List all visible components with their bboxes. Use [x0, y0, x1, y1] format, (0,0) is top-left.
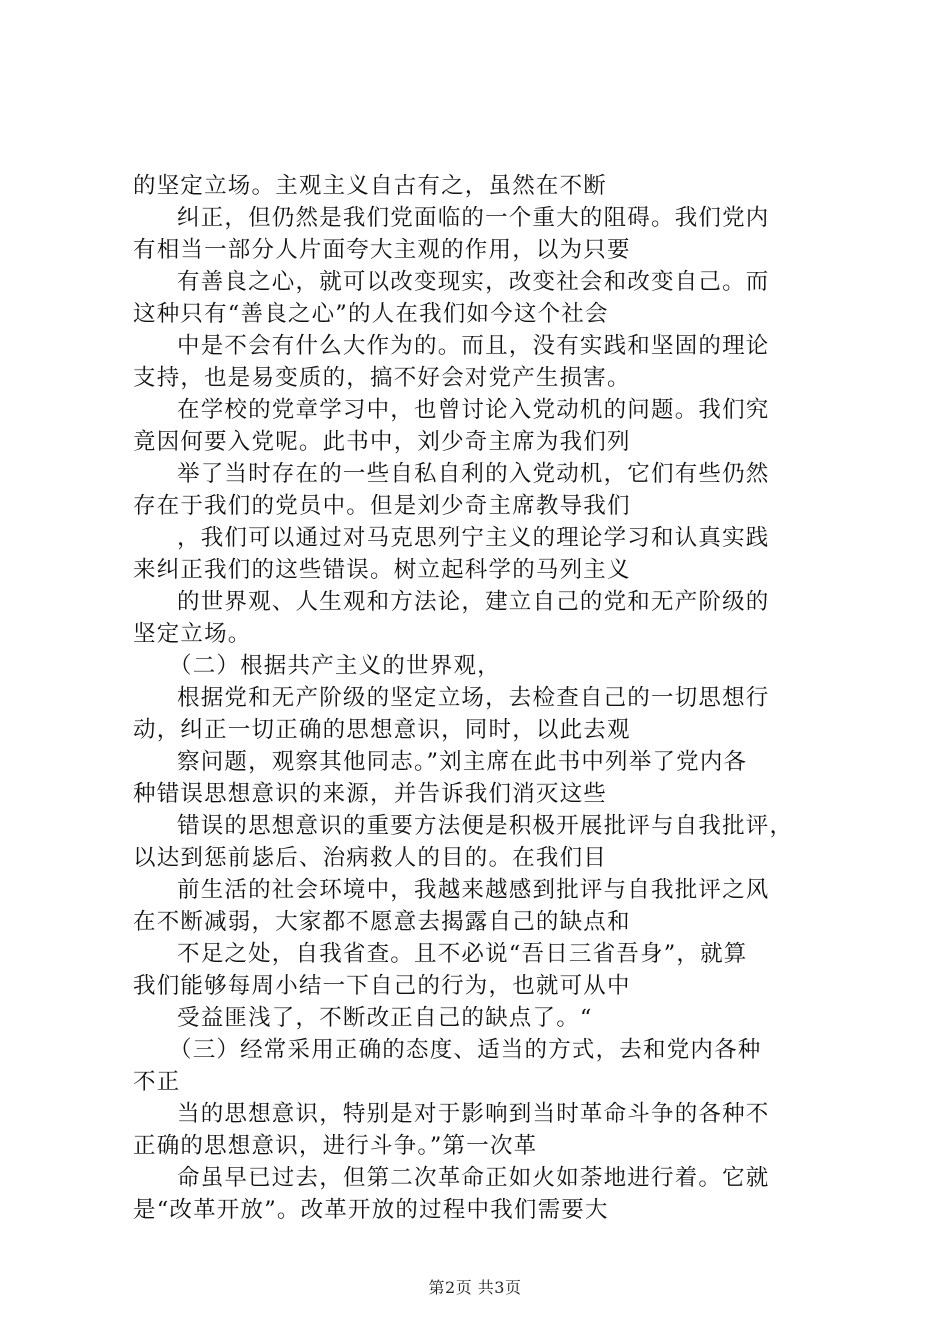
page-number-footer: 第2页 共3页: [428, 1278, 522, 1297]
section-heading: （二）根据共产主义的世界观，: [169, 653, 501, 679]
text-line: 前生活的社会环境中，我越来越感到批评与自我批评之风: [177, 877, 770, 903]
text-line: 种错误思想意识的来源，并告诉我们消灭这些: [133, 781, 608, 807]
text-line: 以达到惩前毖后、治病救人的目的。在我们目: [133, 845, 608, 871]
text-line: 动，纠正一切正确的思想意识，同时，以此去观: [133, 717, 631, 743]
text-line: 举了当时存在的一些自私自利的入党动机，它们有些仍然: [177, 461, 770, 487]
text-line: 察问题，观察其他同志。”刘主席在此书中列举了党内各: [177, 749, 748, 775]
text-line: 有善良之心，就可以改变现实，改变社会和改变自己。而: [177, 269, 770, 295]
text-line: 这种只有“善良之心”的人在我们如今这个社会: [133, 301, 609, 327]
text-line: 错误的思想意识的重要方法便是积极开展批评与自我批评，: [177, 813, 794, 839]
text-line: 中是不会有什么大作为的。而且，没有实践和坚固的理论: [177, 333, 770, 359]
text-line: 我们能够每周小结一下自己的行为，也就可从中: [133, 973, 631, 999]
text-line: 命虽早已过去，但第二次革命正如火如荼地进行着。它就: [177, 1165, 770, 1191]
text-line: 坚定立场。: [133, 621, 252, 647]
text-line: 不足之处，自我省查。且不必说“吾日三省吾身”，就算: [177, 941, 748, 967]
text-line: 纠正，但仍然是我们党面临的一个重大的阻碍。我们党内: [177, 205, 770, 231]
text-line: 是“改革开放”。改革开放的过程中我们需要大: [133, 1197, 609, 1223]
text-line: 竟因何要入党呢。此书中，刘少奇主席为我们列: [133, 429, 631, 455]
text-line: 有相当一部分人片面夸大主观的作用，以为只要: [133, 237, 631, 263]
text-line: 的坚定立场。主观主义自古有之，虽然在不断: [133, 173, 608, 199]
text-line: 不正: [133, 1069, 181, 1095]
text-line: 根据党和无产阶级的坚定立场，去检查自己的一切思想行: [177, 685, 770, 711]
text-line: 的世界观、人生观和方法论，建立自己的党和无产阶级的: [177, 589, 770, 615]
text-line: 正确的思想意识，进行斗争。”第一次革: [133, 1133, 538, 1159]
text-line: 在学校的党章学习中，也曾讨论入党动机的问题。我们究: [177, 397, 770, 423]
text-line: 受益匪浅了，不断改正自己的缺点了。“: [177, 1005, 593, 1031]
text-line: ，我们可以通过对马克思列宁主义的理论学习和认真实践: [177, 525, 770, 551]
document-body: [133, 170, 833, 1226]
text-line: 存在于我们的党员中。但是刘少奇主席教导我们: [133, 493, 631, 519]
text-line: 来纠正我们的这些错误。树立起科学的马列主义: [133, 557, 631, 583]
text-line: 在不断减弱，大家都不愿意去揭露自己的缺点和: [133, 909, 631, 935]
text-line: 支持，也是易变质的，搞不好会对党产生损害。: [133, 365, 631, 391]
text-line: 当的思想意识，特别是对于影响到当时革命斗争的各种不: [177, 1101, 770, 1127]
section-heading: （三）经常采用正确的态度、适当的方式，去和党内各种: [169, 1037, 762, 1063]
